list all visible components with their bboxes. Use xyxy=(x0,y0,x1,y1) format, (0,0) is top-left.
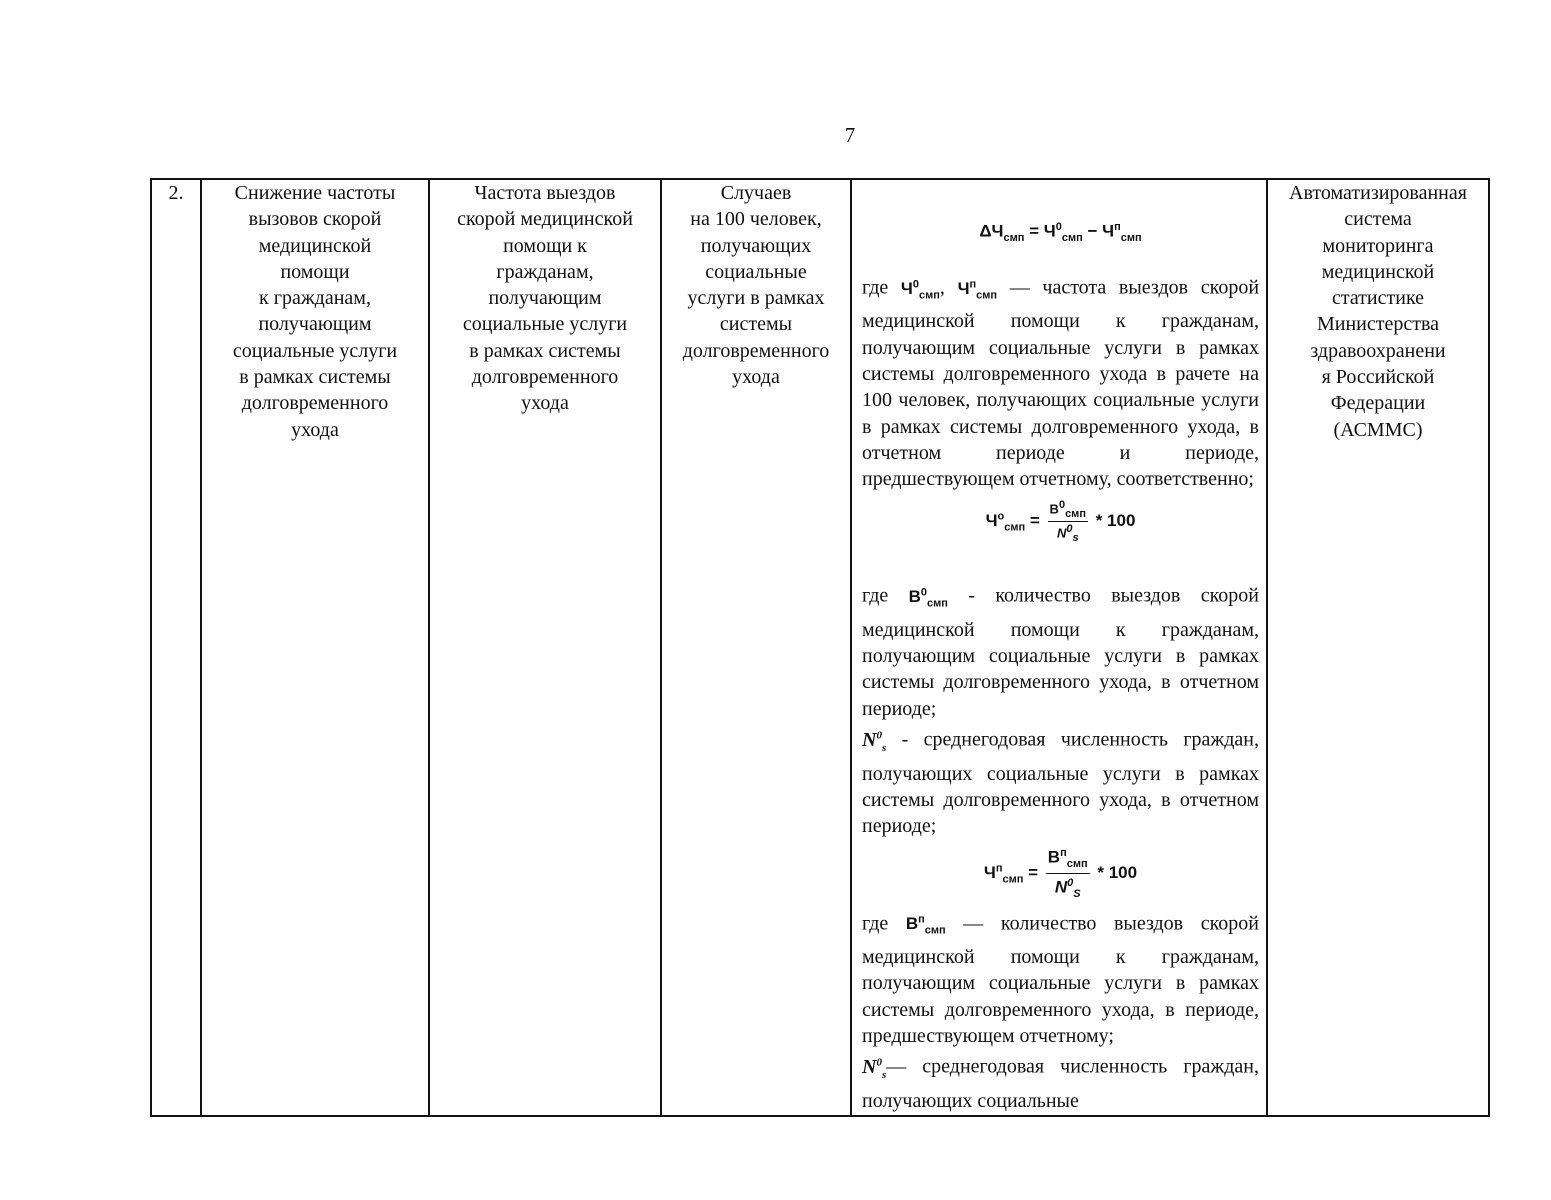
page-number: 7 xyxy=(844,123,856,147)
definition-population-previous: $N^0_s—$ среднегодовая численность граждан, получающих социальные xyxy=(862,1055,1259,1113)
formula-current-period: $Ч^о_{смп}$ = $\frac{В^0_{смп}}{N^0_s}$ * 100 xyxy=(985,499,1136,545)
definition-frequency: где $Ч^0_{смп}$, $Ч^п_{смп}$ — частота выездов скорой медицинской помощи к гражданам, получающим социальные услуги в рамках системы долговременного ухода в рачете на 100 человек, получающих социальные услуги в рамках системы долговременного ухода, в отчетном периоде и периоде, предшествующем отчетному, соответственно; xyxy=(862,276,1260,491)
row-number-cell xyxy=(151,179,201,1116)
data-source-cell xyxy=(1267,179,1489,1116)
unit-of-measure: Случаев на 100 человек, получающих социальные услуги в рамках системы долговременного ухода xyxy=(682,182,830,389)
indicator-name: Снижение частоты вызовов скорой медицинской помощи к гражданам, получающим социальные услуги в рамках системы долговременного ухода xyxy=(232,182,398,441)
indicator-table xyxy=(150,178,1490,1117)
unit-cell xyxy=(661,179,851,1116)
data-source: Автоматизированная система мониторинга медицинской статистике Министерства здравоохранени я Российской Федерации (АСММС) xyxy=(1289,182,1467,441)
row-number: 2. xyxy=(168,182,184,204)
metric-name: Частота выездов скорой медицинской помощи к гражданам, получающим социальные услуги в рамках системы долговременного ухода xyxy=(457,182,633,415)
definition-calls-previous: где $В^п_{смп}$ — количество выездов скорой медицинской помощи к гражданам, получающим социальные услуги в рамках системы долговременного ухода, в периоде, предшествующем отчетному; xyxy=(862,912,1259,1048)
table-row xyxy=(151,179,1489,1116)
method-cell xyxy=(851,179,1267,1116)
indicator-cell xyxy=(201,179,429,1116)
definition-population-current: $N^0_s$ - среднегодовая численность граждан, получающих социальные услуги в рамках системы долговременного ухода, в отчетном периоде; xyxy=(862,728,1259,838)
metric-cell xyxy=(429,179,661,1116)
formula-previous-period: $Ч^п_{смп}$ = $\frac{В^п_{смп}}{N^0_S}$ * 100 xyxy=(862,844,1259,903)
definition-calls-current: где $В^0_{смп}$ - количество выездов скорой медицинской помощи к гражданам, получающим социальные услуги в рамках системы долговременного ухода, в отчетном периоде; xyxy=(862,584,1260,720)
formula-delta: $\Delta Ч_{смп} = Ч^0_{смп} - Ч^п_{смп}$ xyxy=(979,221,1142,245)
